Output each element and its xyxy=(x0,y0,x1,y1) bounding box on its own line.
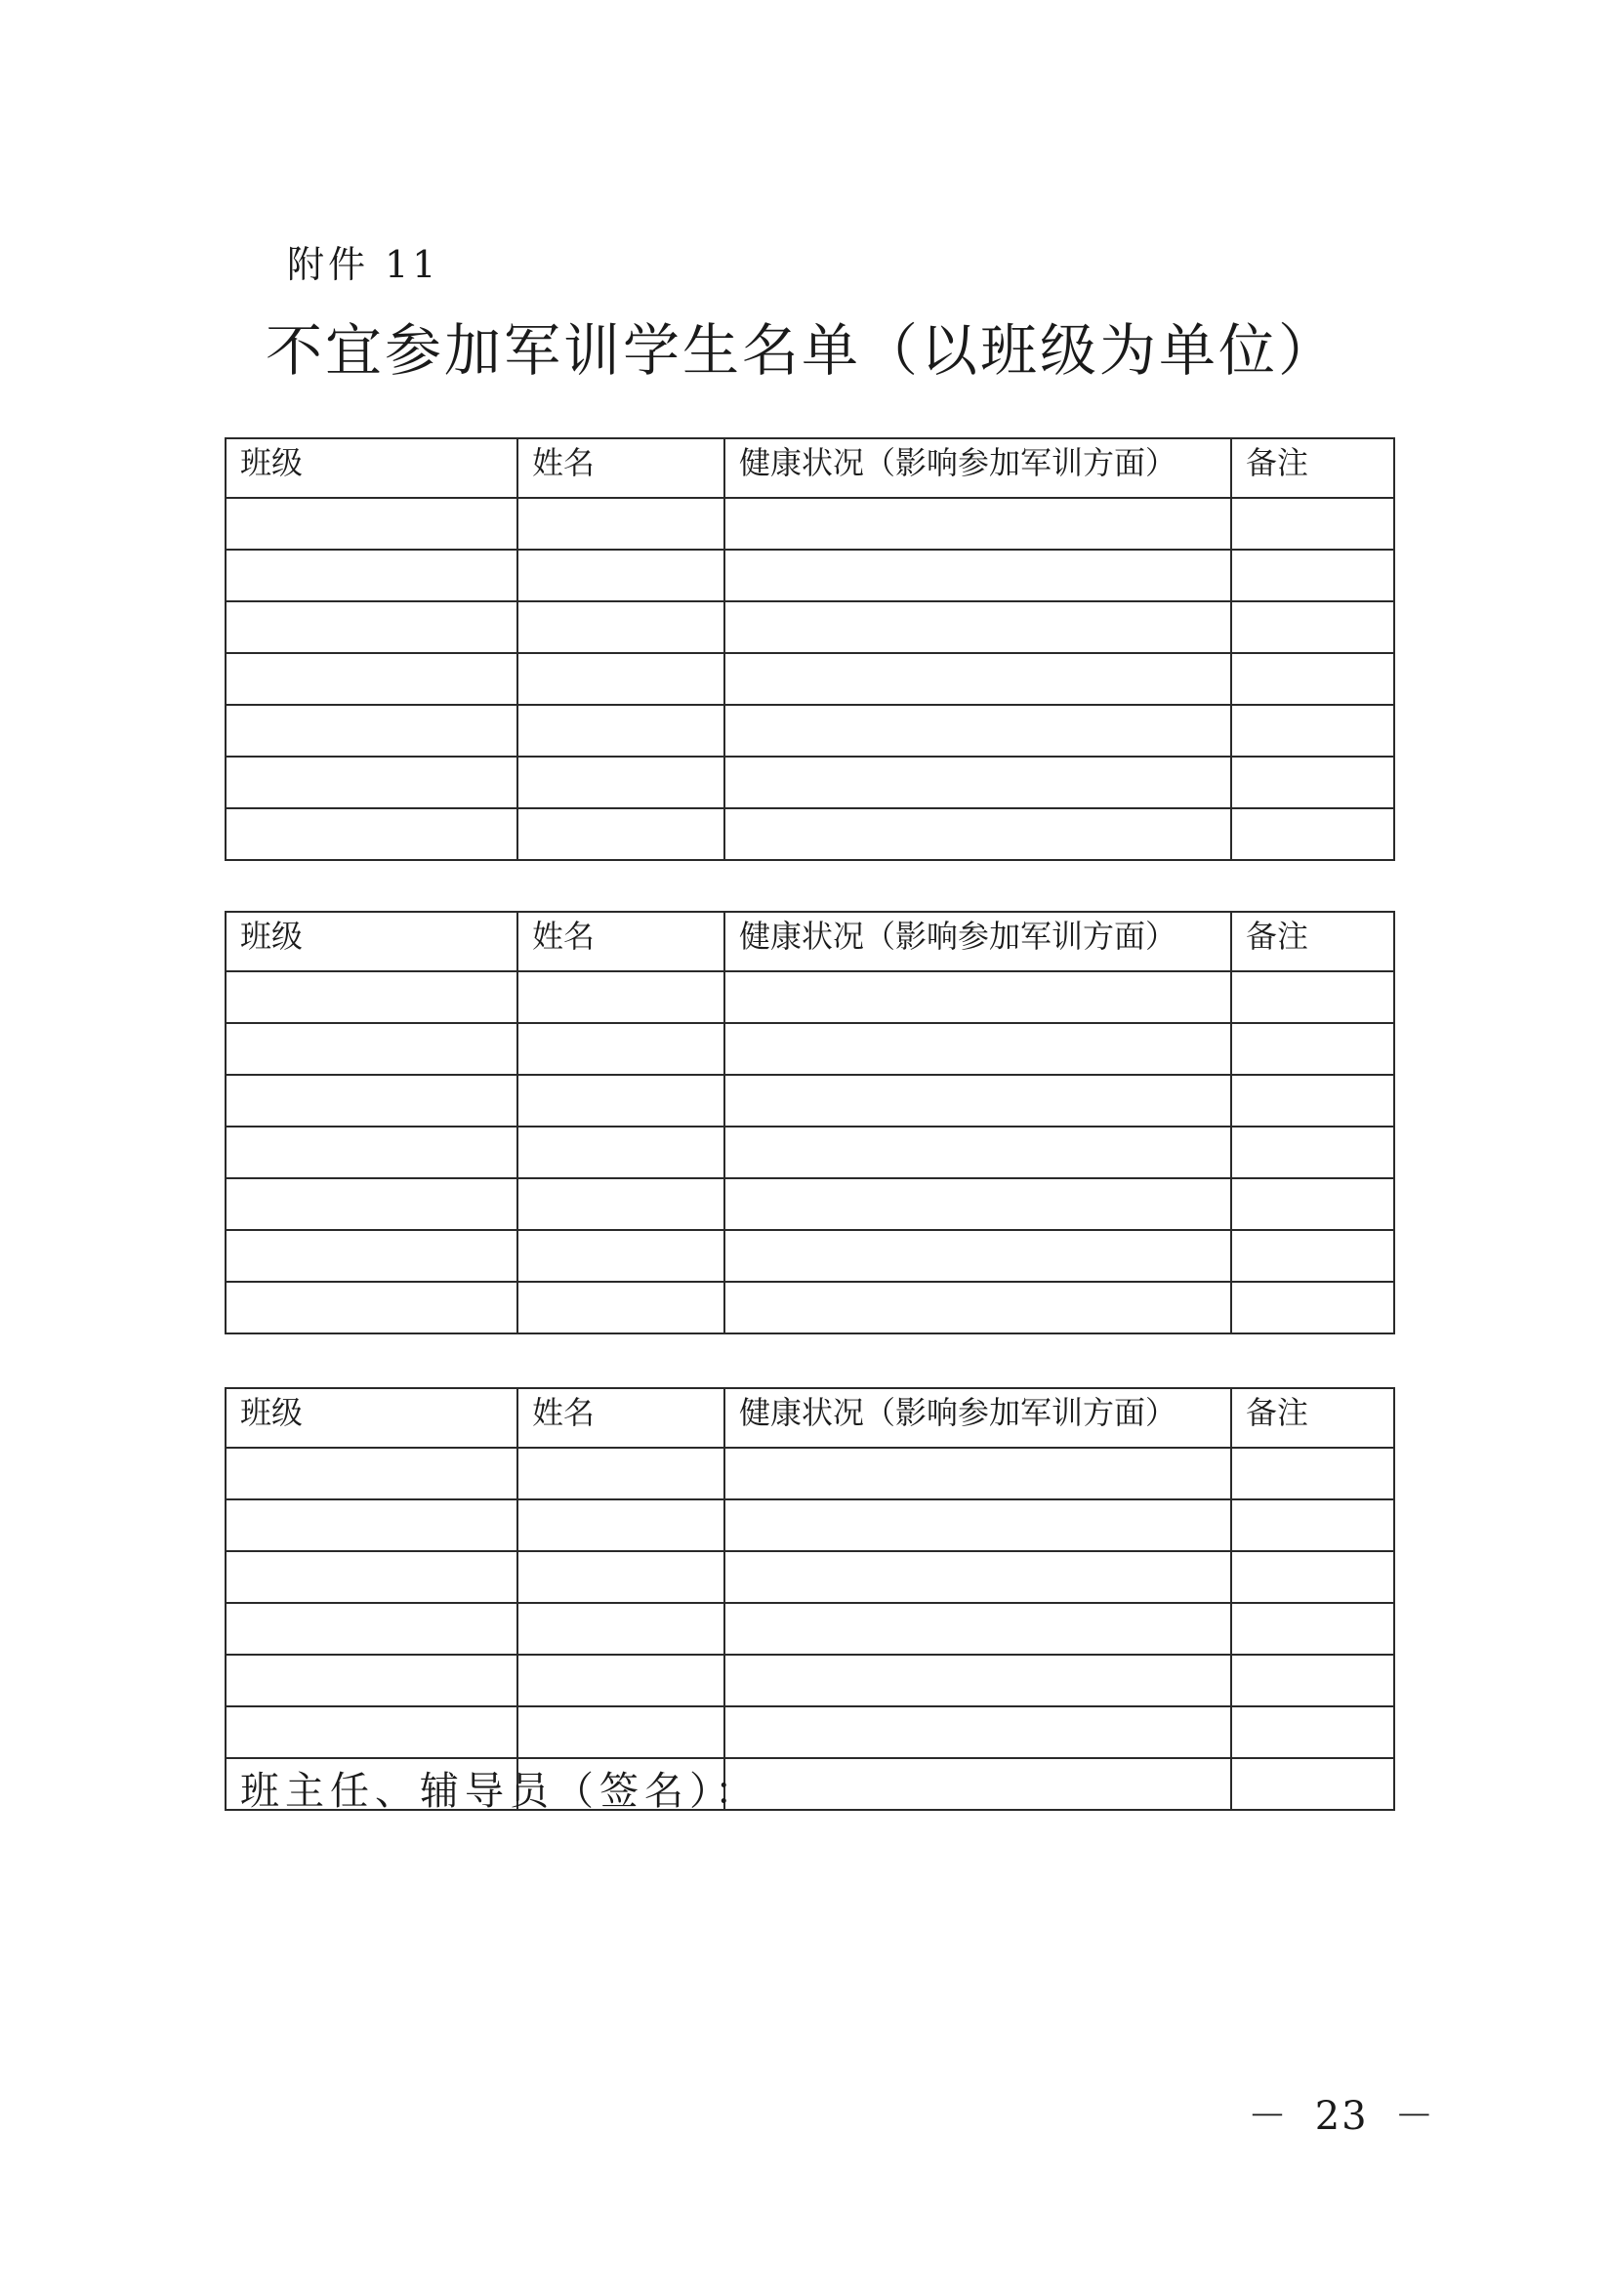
table-row xyxy=(226,1230,1394,1282)
cell-name xyxy=(517,808,724,860)
cell-health-status xyxy=(724,653,1231,705)
header-remarks: 备注 xyxy=(1231,1388,1394,1448)
cell-name xyxy=(517,1655,724,1706)
cell-class xyxy=(226,1551,517,1603)
cell-remarks xyxy=(1231,1023,1394,1075)
header-class: 班级 xyxy=(226,1388,517,1448)
cell-health-status xyxy=(724,601,1231,653)
table-row xyxy=(226,1499,1394,1551)
cell-health-status xyxy=(724,1758,1231,1810)
cell-class xyxy=(226,1282,517,1333)
cell-remarks xyxy=(1231,1706,1394,1758)
header-class: 班级 xyxy=(226,912,517,971)
cell-name xyxy=(517,550,724,601)
cell-remarks xyxy=(1231,705,1394,757)
cell-class xyxy=(226,1448,517,1499)
cell-remarks xyxy=(1231,653,1394,705)
cell-class xyxy=(226,653,517,705)
cell-class xyxy=(226,1075,517,1127)
cell-name xyxy=(517,498,724,550)
cell-remarks xyxy=(1231,1603,1394,1655)
cell-remarks xyxy=(1231,1551,1394,1603)
header-health-status: 健康状况（影响参加军训方面） xyxy=(724,912,1231,971)
cell-class xyxy=(226,1023,517,1075)
roster-table-2 xyxy=(225,911,1395,1334)
cell-remarks xyxy=(1231,1448,1394,1499)
cell-health-status xyxy=(724,1499,1231,1551)
cell-health-status xyxy=(724,1282,1231,1333)
cell-health-status xyxy=(724,1075,1231,1127)
cell-remarks xyxy=(1231,1127,1394,1178)
cell-name xyxy=(517,1178,724,1230)
cell-name xyxy=(517,1499,724,1551)
table-row xyxy=(226,653,1394,705)
cell-class xyxy=(226,1230,517,1282)
cell-health-status xyxy=(724,971,1231,1023)
cell-class xyxy=(226,1499,517,1551)
table-row xyxy=(226,601,1394,653)
cell-name xyxy=(517,705,724,757)
cell-class xyxy=(226,971,517,1023)
cell-class xyxy=(226,1603,517,1655)
cell-health-status xyxy=(724,1706,1231,1758)
signature-label: 班主任、辅导员（签名）： xyxy=(240,1769,760,1814)
table-row xyxy=(226,550,1394,601)
header-remarks: 备注 xyxy=(1231,438,1394,498)
table-row xyxy=(226,1448,1394,1499)
table-row xyxy=(226,1551,1394,1603)
cell-name xyxy=(517,1127,724,1178)
cell-remarks xyxy=(1231,1075,1394,1127)
cell-class xyxy=(226,1178,517,1230)
cell-health-status xyxy=(724,1448,1231,1499)
cell-health-status xyxy=(724,757,1231,808)
cell-class xyxy=(226,808,517,860)
table-row xyxy=(226,757,1394,808)
cell-class xyxy=(226,705,517,757)
cell-class xyxy=(226,498,517,550)
cell-class xyxy=(226,757,517,808)
cell-health-status xyxy=(724,1603,1231,1655)
header-health-status: 健康状况（影响参加军训方面） xyxy=(724,1388,1231,1448)
table-row xyxy=(226,1178,1394,1230)
table-row xyxy=(226,1282,1394,1333)
cell-name xyxy=(517,1706,724,1758)
table-row xyxy=(226,1127,1394,1178)
cell-name xyxy=(517,1230,724,1282)
header-name: 姓名 xyxy=(517,912,724,971)
cell-name xyxy=(517,1448,724,1499)
cell-name xyxy=(517,1075,724,1127)
table-row xyxy=(226,1655,1394,1706)
table-row xyxy=(226,971,1394,1023)
cell-remarks xyxy=(1231,1230,1394,1282)
cell-health-status xyxy=(724,498,1231,550)
cell-remarks xyxy=(1231,971,1394,1023)
cell-health-status xyxy=(724,808,1231,860)
cell-remarks xyxy=(1231,498,1394,550)
cell-name xyxy=(517,601,724,653)
cell-health-status xyxy=(724,1127,1231,1178)
header-remarks: 备注 xyxy=(1231,912,1394,971)
cell-name xyxy=(517,757,724,808)
cell-remarks xyxy=(1231,1758,1394,1810)
table-row xyxy=(226,1706,1394,1758)
cell-remarks xyxy=(1231,601,1394,653)
cell-name xyxy=(517,1023,724,1075)
page-title: 不宜参加军训学生名单（以班级为单位） xyxy=(266,317,1339,384)
cell-remarks xyxy=(1231,1282,1394,1333)
header-name: 姓名 xyxy=(517,438,724,498)
cell-remarks xyxy=(1231,757,1394,808)
table-row xyxy=(226,1603,1394,1655)
roster-table-1 xyxy=(225,437,1395,861)
cell-health-status xyxy=(724,1178,1231,1230)
cell-class xyxy=(226,1706,517,1758)
table-row xyxy=(226,1075,1394,1127)
header-health-status: 健康状况（影响参加军训方面） xyxy=(724,438,1231,498)
cell-name xyxy=(517,1551,724,1603)
header-name: 姓名 xyxy=(517,1388,724,1448)
cell-health-status xyxy=(724,1551,1231,1603)
header-class: 班级 xyxy=(226,438,517,498)
attachment-label: 附件 11 xyxy=(287,243,440,286)
cell-remarks xyxy=(1231,550,1394,601)
table-row xyxy=(226,498,1394,550)
cell-class xyxy=(226,1655,517,1706)
cell-class xyxy=(226,1127,517,1178)
cell-health-status xyxy=(724,1230,1231,1282)
cell-name xyxy=(517,1603,724,1655)
cell-health-status xyxy=(724,1655,1231,1706)
cell-remarks xyxy=(1231,1178,1394,1230)
table-row xyxy=(226,1023,1394,1075)
cell-name xyxy=(517,1282,724,1333)
cell-health-status xyxy=(724,550,1231,601)
cell-health-status xyxy=(724,1023,1231,1075)
cell-remarks xyxy=(1231,1655,1394,1706)
table-header-row xyxy=(226,912,1394,971)
table-header-row xyxy=(226,438,1394,498)
cell-remarks xyxy=(1231,1499,1394,1551)
cell-name xyxy=(517,653,724,705)
cell-class xyxy=(226,550,517,601)
table-row xyxy=(226,808,1394,860)
page-number: － 23 － xyxy=(1248,2094,1436,2139)
table-row xyxy=(226,705,1394,757)
cell-remarks xyxy=(1231,808,1394,860)
table-header-row xyxy=(226,1388,1394,1448)
roster-table-3 xyxy=(225,1387,1395,1814)
cell-name xyxy=(517,971,724,1023)
cell-class xyxy=(226,601,517,653)
cell-health-status xyxy=(724,705,1231,757)
